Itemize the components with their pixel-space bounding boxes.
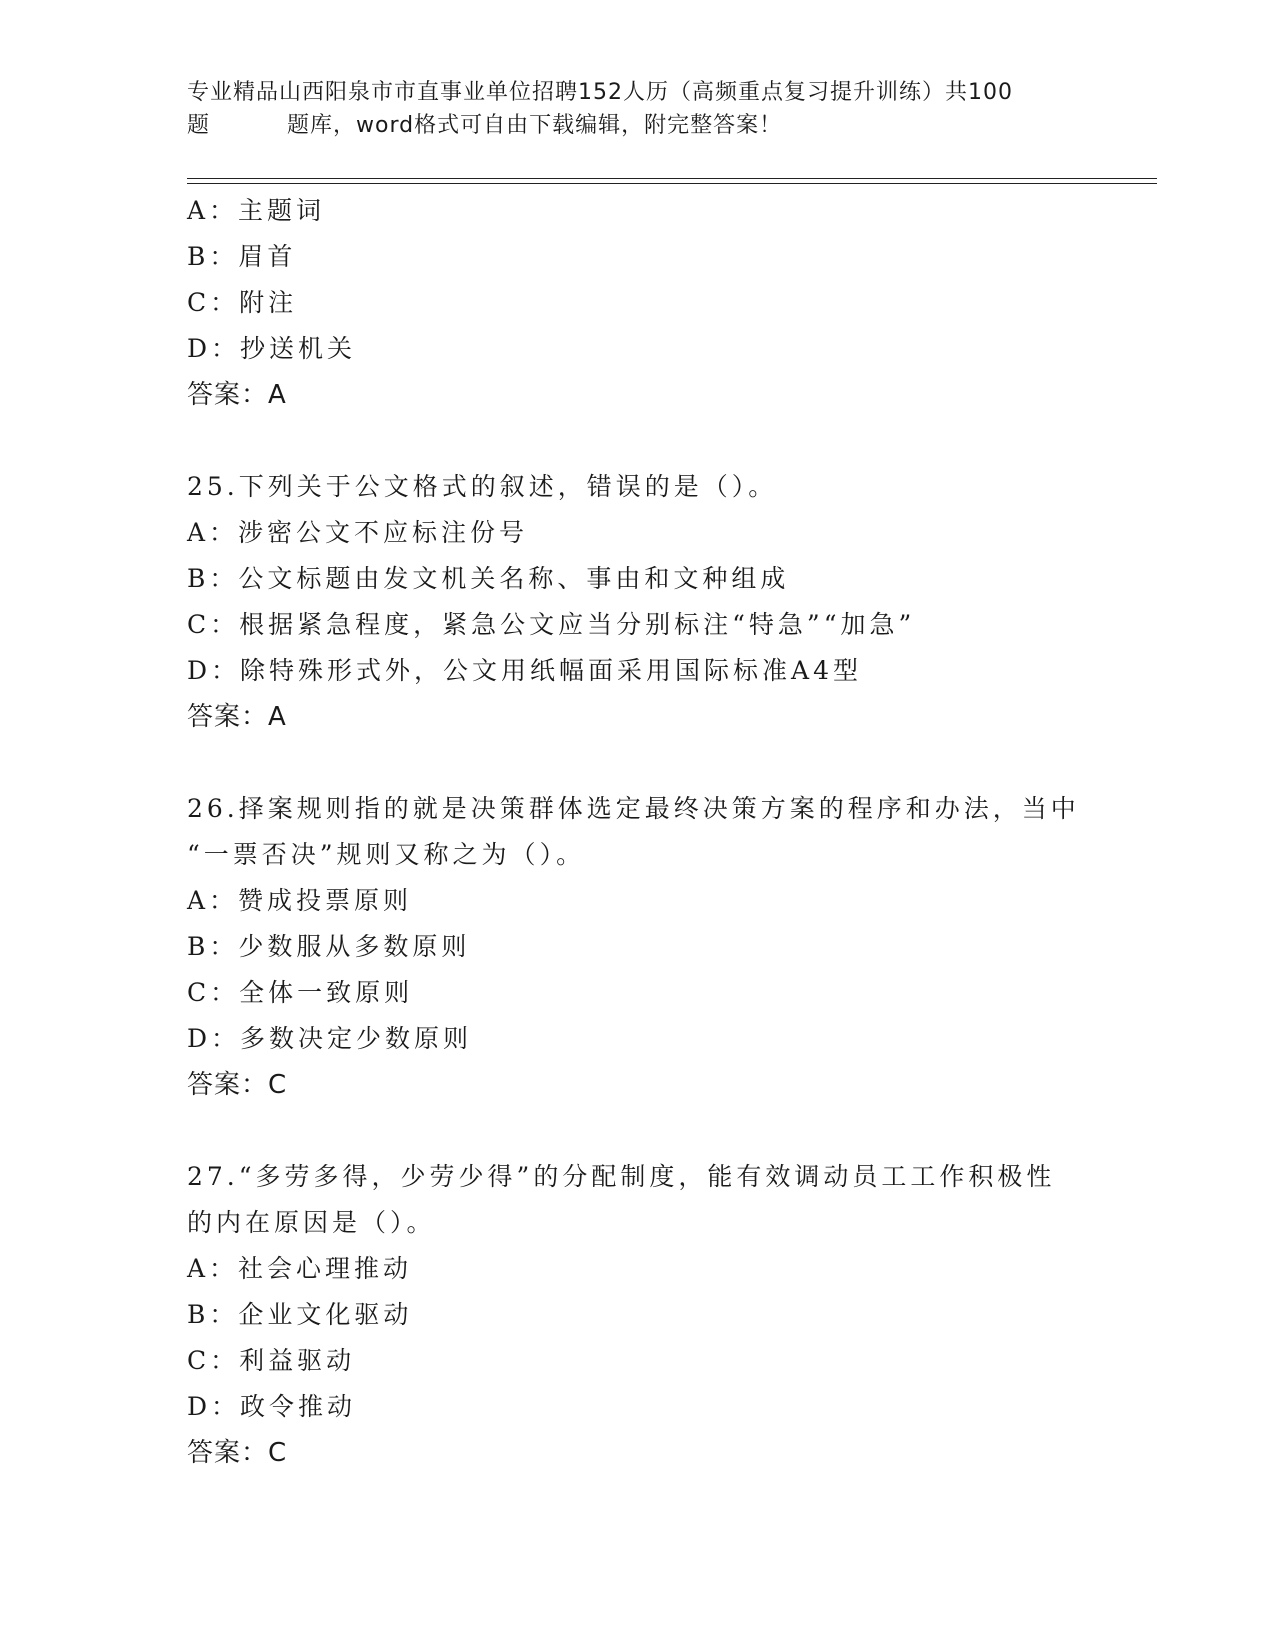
question-text: 27.“多劳多得，少劳少得”的分配制度，能有效调动员工工作积极性 [187,1162,1056,1191]
header-divider-top [187,178,1157,179]
question-text: 26.择案规则指的就是决策群体选定最终决策方案的程序和办法，当中 [187,794,1080,823]
question-spacer [187,740,1087,786]
option-a: A：赞成投票原则 [187,886,413,915]
question-text-continued: “一票否决”规则又称之为（）。 [187,840,586,869]
option-b: B：公文标题由发文机关名称、事由和文种组成 [187,564,790,593]
header-line-2-lead: 题 [187,113,211,138]
option-c: C：附注 [187,288,298,317]
option-b: B：眉首 [187,242,297,271]
header-line-2-rest: 题库，word格式可自由下载编辑，附完整答案！ [287,113,783,138]
question-text-continued: 的内在原因是（）。 [187,1208,436,1237]
option-c: C：全体一致原则 [187,978,414,1007]
question-block [187,786,1087,1108]
option-c: C：根据紧急程度，紧急公文应当分别标注“特急”“加急” [187,610,916,639]
option-d: D：抄送机关 [187,334,357,363]
question-list [187,188,1087,1476]
question-spacer [187,1108,1087,1154]
header-line-1: 专业精品山西阳泉市市直事业单位招聘152人历（高频重点复习提升训练）共100 [187,80,1013,105]
answer-line: 答案：C [187,1438,288,1468]
question-block [187,1154,1087,1476]
document-header [187,76,1087,142]
question-block [187,464,1087,740]
answer-line: 答案：C [187,1070,288,1100]
option-a: A：社会心理推动 [187,1254,413,1283]
option-d: D：除特殊形式外，公文用纸幅面采用国际标准A4型 [187,656,863,685]
answer-line: 答案：A [187,380,287,410]
header-divider-bottom [187,183,1157,184]
option-b: B：企业文化驱动 [187,1300,413,1329]
option-d: D：政令推动 [187,1392,357,1421]
option-d: D：多数决定少数原则 [187,1024,473,1053]
option-c: C：利益驱动 [187,1346,356,1375]
option-a: A：涉密公文不应标注份号 [187,518,529,547]
answer-line: 答案：A [187,702,287,732]
option-a: A：主题词 [187,196,326,225]
question-text: 25.下列关于公文格式的叙述，错误的是（）。 [187,472,778,501]
header-line-2 [187,109,1087,142]
question-block [187,188,1087,418]
option-b: B：少数服从多数原则 [187,932,471,961]
question-spacer [187,418,1087,464]
